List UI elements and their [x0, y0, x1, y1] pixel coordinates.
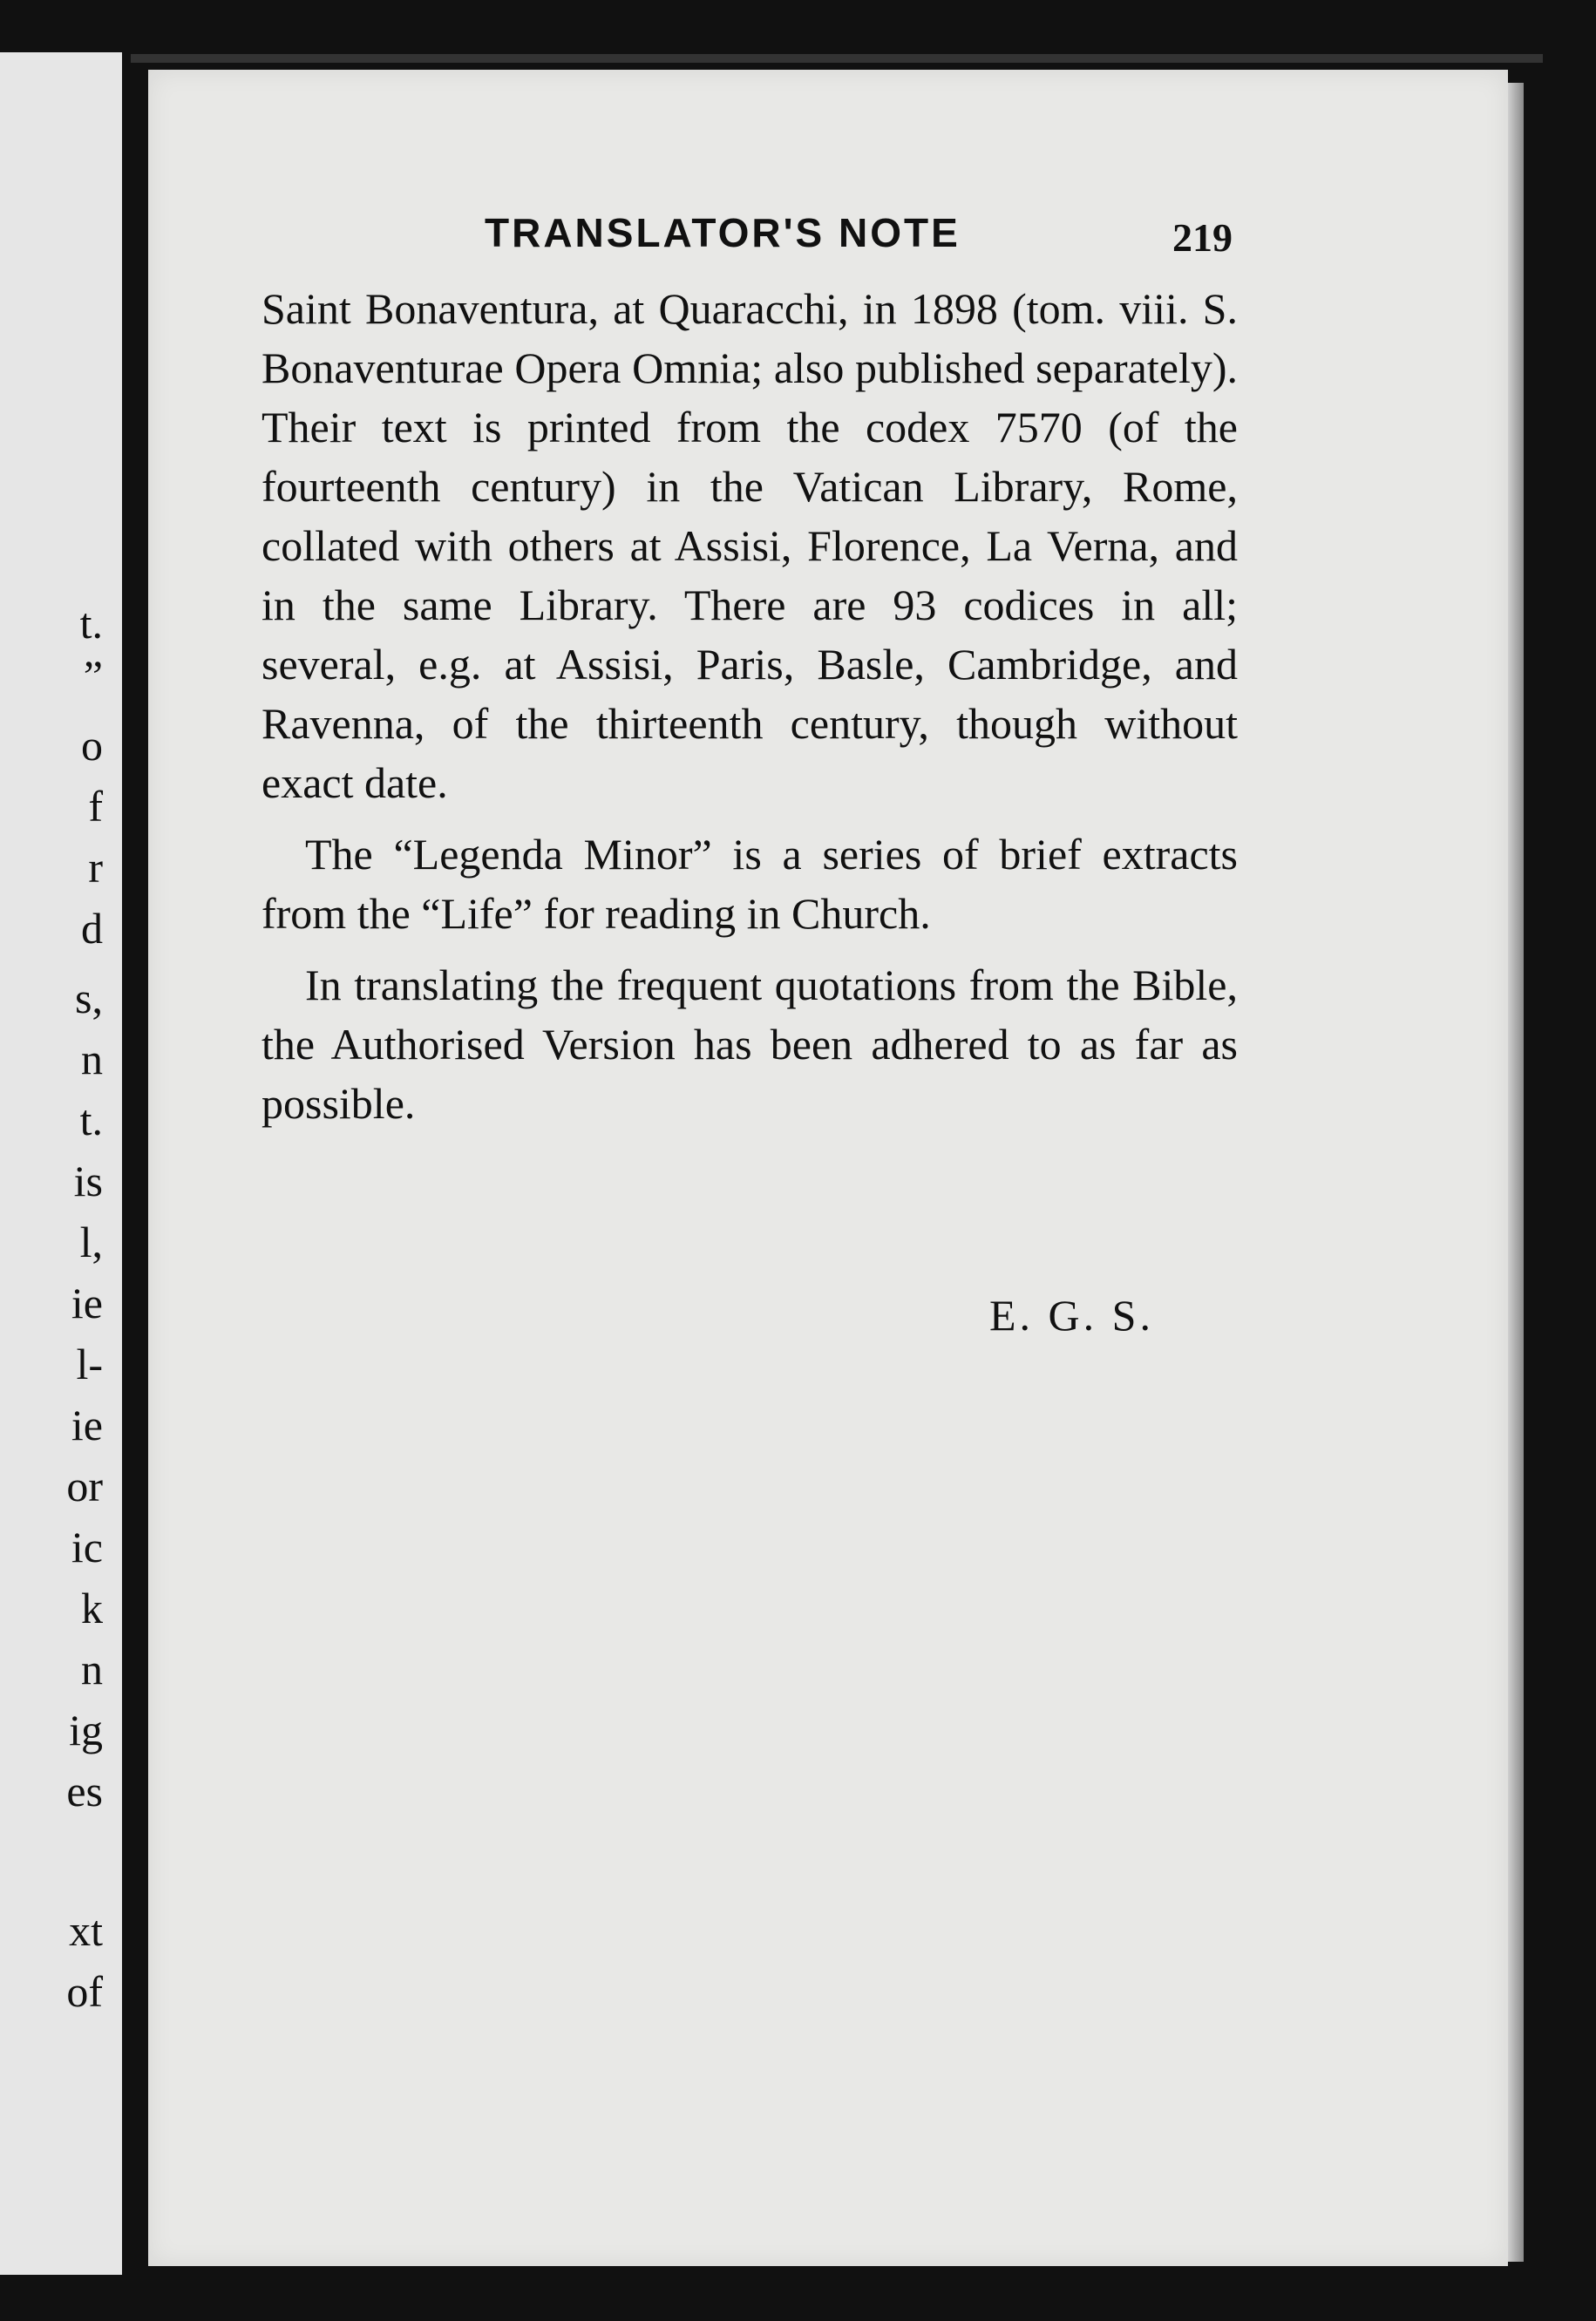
left-page-fragment: ie — [71, 1401, 103, 1449]
paragraph: The “Legenda Minor” is a series of brief extracts from the “Life” for reading in Church. — [261, 830, 1238, 938]
left-page-fragment: t. — [79, 1096, 103, 1144]
left-page-fragment: ” — [83, 651, 103, 700]
left-page-fragment: s, — [75, 974, 103, 1022]
book-page — [148, 70, 1508, 2266]
left-page-fragment: n — [81, 1645, 103, 1693]
signature-initials: E. G. S. — [989, 1291, 1154, 1340]
paragraph: Saint Bonaventura, at Quaracchi, in 1898 (tom. viii. S. Bonaventurae Opera Omnia; also published separately). Their text is printed from the codex 7570 (of the fourteenth century) in the Vatican Library, Rome, collated with others at Assisi, Florence, La Verna, and in the same Library. There are 93 codices in all; several, e.g. at Assisi, Paris, Basle, Cambridge, and Ravenna, of the thirteenth century, though without exact date. — [261, 284, 1238, 807]
page-number: 219 — [1172, 215, 1233, 260]
left-page-fragment: xt — [69, 1906, 103, 1955]
left-page-fragment: or — [66, 1462, 103, 1510]
left-page-fragment: l, — [79, 1218, 103, 1266]
left-page-fragment: l- — [76, 1340, 103, 1388]
left-page-edge — [0, 52, 122, 2275]
left-page-fragment: is — [73, 1157, 103, 1205]
paragraph: In translating the frequent quotations from the Bible, the Authorised Version has been adhered to as far as possible. — [261, 960, 1238, 1128]
left-page-fragment: es — [66, 1767, 103, 1815]
left-page-fragment: of — [66, 1967, 103, 2016]
left-page-fragment: n — [81, 1035, 103, 1083]
left-page-fragment: r — [88, 843, 103, 892]
left-page-fragment: ic — [71, 1523, 103, 1571]
page-header — [148, 209, 1508, 270]
scan-border — [131, 54, 1543, 63]
running-title: TRANSLATOR'S NOTE — [485, 210, 961, 255]
left-page-fragment: ig — [69, 1706, 103, 1754]
body-text — [261, 279, 1238, 1133]
page-edge — [1508, 83, 1524, 2262]
left-page-fragment: k — [81, 1584, 103, 1632]
left-page-fragment: d — [81, 904, 103, 953]
left-page-fragment: o — [81, 721, 103, 770]
left-page-fragment: t. — [79, 599, 103, 648]
left-page-fragment: ie — [71, 1279, 103, 1327]
left-page-fragment: f — [88, 782, 103, 831]
